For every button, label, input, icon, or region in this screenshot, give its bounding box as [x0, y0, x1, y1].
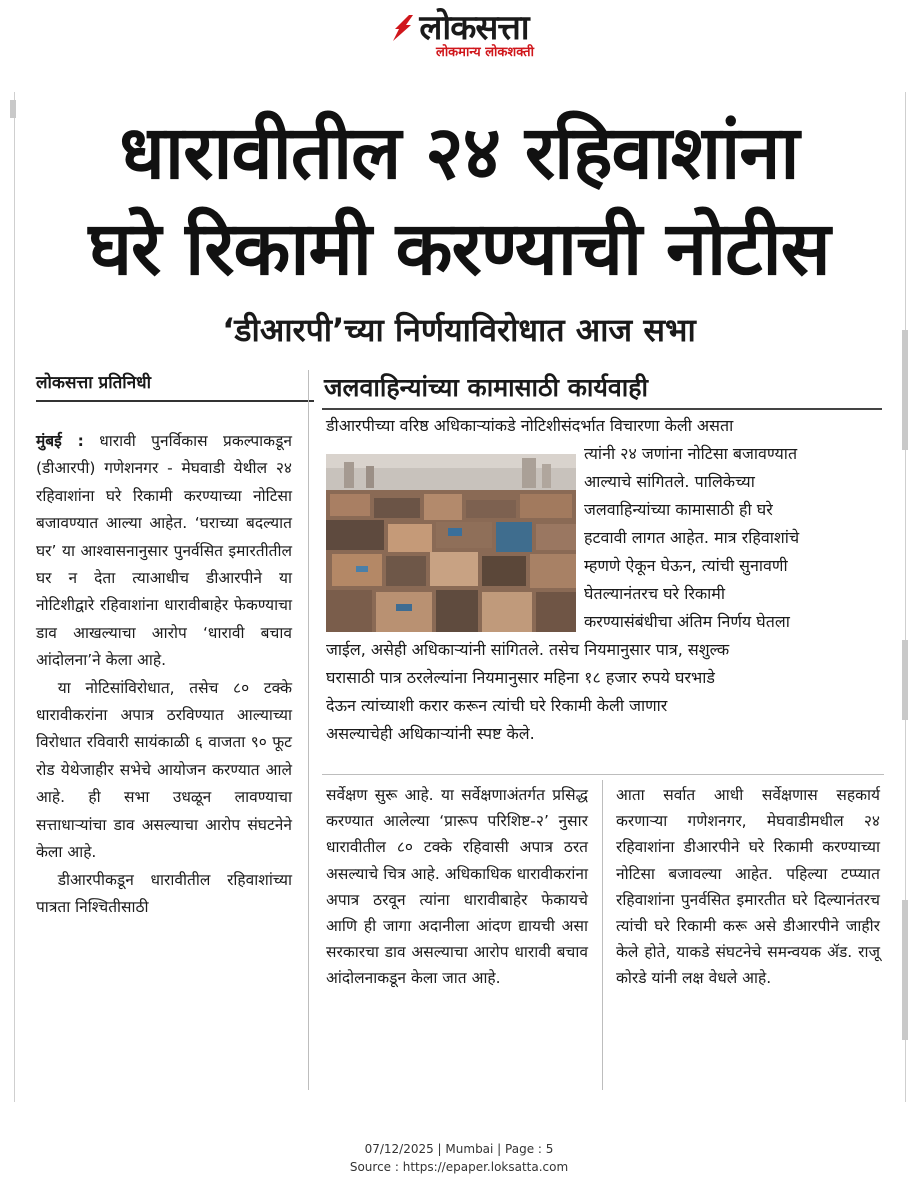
edge-mark: [902, 640, 908, 720]
paragraph: या नोटिसांविरोधात, तसेच ८० टक्के धारावीकरांना अपात्र ठरविण्यात आल्याच्या विरोधात रविवारी सायंकाळी ६ वाजता ९० फूट रोड येथेजाहीर सभेचे आयोजन करण्यात आले आहे. ही सभा उधळून लावण्याचा सत्ताधाऱ्यांचा डाव असल्याचा आरोप संघटनेने केला आहे.: [36, 678, 292, 862]
subheadline: ‘डीआरपी’च्या निर्णयाविरोधात आज सभा: [222, 311, 696, 349]
lead-line: करण्यासंबंधीचा अंतिम निर्णय घेतला: [584, 612, 790, 631]
headline-line-1: धारावीतील २४ रहिवाशांना: [119, 110, 799, 196]
lead-line: त्यांनी २४ जणांना नोटिसा बजावण्यात: [584, 444, 798, 463]
edge-mark: [10, 100, 16, 118]
footer-date: 07/12/2025 | Mumbai | Page : 5: [364, 1142, 554, 1156]
slum-photo-image: [326, 454, 576, 632]
lead-line: जलवाहिन्यांच्या कामासाठी ही घरे: [584, 500, 773, 519]
lead-line: हटवावी लागत आहेत. मात्र रहिवाशांचे: [584, 528, 800, 547]
middle-column: सर्वेक्षण सुरू आहे. या सर्वेक्षणाअंतर्गत प्रसिद्ध करण्यात आलेल्या ‘प्रारूप परिशिष्ट-२’ नुसार धारावीतील ८० टक्के रहिवासी अपात्र ठरत असल्याचे चित्र आहे. अधिकाधिक धारावीकरांना अपात्र ठरवून त्यांना धारावीबाहेर फेकायचे आणि ही जागा अदानीला आंदण द्यायची असा सरकारचा डाव असल्याचा आरोप धारावी बचाव आंदोलनाकडून केला जात आहे.: [326, 786, 588, 988]
lead-line: घरासाठी पात्र ठरलेल्यांना नियमानुसार महिना १८ हजार रुपये घरभाडे: [326, 668, 715, 687]
lead-line: आल्याचे सांगितले. पालिकेच्या: [584, 472, 755, 491]
edge-mark: [902, 330, 908, 450]
lead-line: देऊन त्यांच्याशी करार करून त्यांची घरे रिकामी केली जाणार: [326, 696, 668, 715]
dateline: मुंबई :: [36, 432, 84, 450]
section-title: जलवाहिन्यांच्या कामासाठी कार्यवाही: [324, 373, 649, 402]
tagline: लोकमान्य लोकशक्ती: [436, 45, 534, 60]
paragraph-text: धारावी पुनर्विकास प्रकल्पाकडून (डीआरपी) गणेशनगर - मेघवाडी येथील २४ रहिवाशांना घरे रिकामी करण्याच्या नोटिसा बजावण्यात आल्या आहेत. ‘घराच्या बदल्यात घर’ या आश्वासनानुसार पुनर्वसित इमारतीतील घर न देता त्याआधीच डीआरपीने या नोटिशीद्वारे रहिवाशांना धारावीबाहेर फेकण्याचा डाव आखल्याचा आरोप ‘धारावी बचाव आंदोलना’ने केला आहे.: [36, 432, 292, 670]
lead-line: घेतल्यानंतरच घरे रिकामी: [584, 584, 726, 603]
edge-mark: [902, 900, 908, 1040]
column-divider: [602, 780, 603, 1090]
section-rule: [322, 408, 882, 410]
lead-line: डीआरपीच्या वरिष्ठ अधिकाऱ्यांकडे नोटिशीसंदर्भात विचारणा केली असता: [326, 416, 734, 435]
column-divider: [308, 370, 309, 840]
right-column: आता सर्वात आधी सर्वेक्षणास सहकार्य करणाऱ्या गणेशनगर, मेघवाडीमधील २४ रहिवाशांना डीआरपीने घरे रिकामी करण्याच्या नोटिसा बजावल्या आहेत. पहिल्या टप्प्यात रहिवाशांना पुनर्वसित इमारतीत घरे दिल्यानंतरच त्यांची घरे रिकामी करू असे डीआरपीने जाहीर केले होते, याकडे संघटनेचे समन्वयक ॲड. राजू कोरडे यांनी लक्ष वेधले आहे.: [616, 786, 880, 988]
lead-line: असल्याचेही अधिकाऱ्यांनी स्पष्ट केले.: [326, 724, 535, 743]
logo-text: लोकसत्ता: [419, 8, 529, 48]
section-divider: [322, 774, 884, 775]
byline: लोकसत्ता प्रतिनिधी: [36, 370, 314, 402]
paragraph: डीआरपीकडून धारावीतील रहिवाशांच्या पात्रता निश्चितीसाठी: [36, 870, 292, 916]
footer-source: Source : https://epaper.loksatta.com: [349, 1160, 569, 1174]
paragraph: [36, 428, 292, 675]
lead-line: जाईल, असेही अधिकाऱ्यांनी सांगितले. तसेच नियमानुसार पात्र, सशुल्क: [326, 640, 730, 659]
lead-line: म्हणणे ऐकून घेऊन, त्यांची सुनावणी: [584, 556, 788, 575]
dharavi-photo: [326, 454, 576, 632]
brand-swoosh-icon: [389, 13, 415, 43]
column-divider: [308, 780, 309, 1090]
left-column: [36, 428, 292, 921]
headline-line-2: घरे रिकामी करण्याची नोटीस: [88, 206, 830, 292]
